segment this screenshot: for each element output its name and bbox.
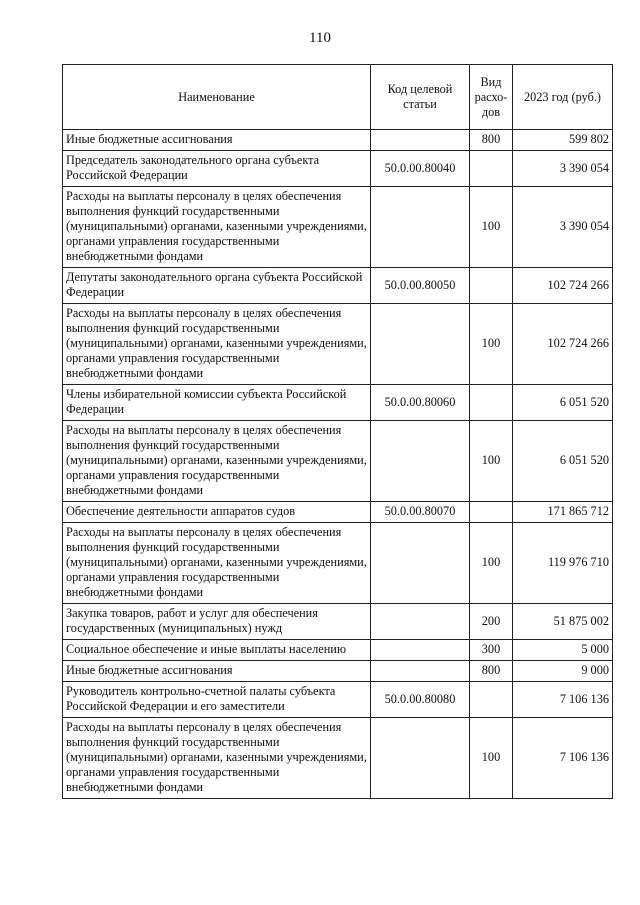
table-row	[63, 304, 613, 385]
row-amount: 3 390 054	[513, 151, 613, 187]
table-row	[63, 661, 613, 682]
table-header-row	[63, 65, 613, 130]
row-name: Социальное обеспечение и иные выплаты населению	[63, 640, 371, 661]
table-row	[63, 151, 613, 187]
row-type: 100	[470, 718, 513, 799]
row-code	[371, 661, 470, 682]
header-name: Наименование	[63, 65, 371, 130]
row-name: Председатель законодательного органа субъекта Российской Федерации	[63, 151, 371, 187]
row-type: 800	[470, 661, 513, 682]
row-code	[371, 304, 470, 385]
table-row	[63, 640, 613, 661]
row-amount: 7 106 136	[513, 718, 613, 799]
table-row	[63, 421, 613, 502]
row-type: 100	[470, 187, 513, 268]
row-type	[470, 502, 513, 523]
row-amount: 6 051 520	[513, 421, 613, 502]
row-name: Депутаты законодательного органа субъекта Российской Федерации	[63, 268, 371, 304]
row-amount: 171 865 712	[513, 502, 613, 523]
row-amount: 3 390 054	[513, 187, 613, 268]
row-type	[470, 385, 513, 421]
row-amount: 5 000	[513, 640, 613, 661]
row-code: 50.0.00.80070	[371, 502, 470, 523]
table-row	[63, 523, 613, 604]
table-row	[63, 718, 613, 799]
table-row	[63, 682, 613, 718]
table-row	[63, 604, 613, 640]
row-name: Члены избирательной комиссии субъекта Российской Федерации	[63, 385, 371, 421]
table-row	[63, 187, 613, 268]
row-code: 50.0.00.80080	[371, 682, 470, 718]
row-code	[371, 523, 470, 604]
row-name: Расходы на выплаты персоналу в целях обеспечения выполнения функций государственными (муниципальными) органами, казенными учреждениями, органами управления государственными внебюджетными фондами	[63, 187, 371, 268]
row-code	[371, 187, 470, 268]
table-row	[63, 502, 613, 523]
header-amount: 2023 год (руб.)	[513, 65, 613, 130]
table-row	[63, 130, 613, 151]
row-name: Расходы на выплаты персоналу в целях обеспечения выполнения функций государственными (муниципальными) органами, казенными учреждениями, органами управления государственными внебюджетными фондами	[63, 718, 371, 799]
row-name: Расходы на выплаты персоналу в целях обеспечения выполнения функций государственными (муниципальными) органами, казенными учреждениями, органами управления государственными внебюджетными фондами	[63, 421, 371, 502]
row-type	[470, 268, 513, 304]
row-type: 100	[470, 523, 513, 604]
header-type: Вид расхо-дов	[470, 65, 513, 130]
row-type	[470, 682, 513, 718]
row-type: 800	[470, 130, 513, 151]
row-code: 50.0.00.80040	[371, 151, 470, 187]
row-code	[371, 640, 470, 661]
header-code: Код целевой статьи	[371, 65, 470, 130]
row-code: 50.0.00.80060	[371, 385, 470, 421]
row-amount: 119 976 710	[513, 523, 613, 604]
row-amount: 51 875 002	[513, 604, 613, 640]
row-amount: 6 051 520	[513, 385, 613, 421]
row-type: 100	[470, 304, 513, 385]
row-type: 300	[470, 640, 513, 661]
row-amount: 102 724 266	[513, 268, 613, 304]
budget-table	[62, 64, 613, 799]
row-type	[470, 151, 513, 187]
row-name: Обеспечение деятельности аппаратов судов	[63, 502, 371, 523]
row-name: Расходы на выплаты персоналу в целях обеспечения выполнения функций государственными (муниципальными) органами, казенными учреждениями, органами управления государственными внебюджетными фондами	[63, 304, 371, 385]
row-type: 100	[470, 421, 513, 502]
row-name: Руководитель контрольно-счетной палаты субъекта Российской Федерации и его заместители	[63, 682, 371, 718]
row-code	[371, 421, 470, 502]
row-name: Закупка товаров, работ и услуг для обеспечения государственных (муниципальных) нужд	[63, 604, 371, 640]
row-code	[371, 130, 470, 151]
row-type: 200	[470, 604, 513, 640]
row-name: Расходы на выплаты персоналу в целях обеспечения выполнения функций государственными (муниципальными) органами, казенными учреждениями, органами управления государственными внебюджетными фондами	[63, 523, 371, 604]
row-name: Иные бюджетные ассигнования	[63, 130, 371, 151]
row-code	[371, 604, 470, 640]
row-amount: 599 802	[513, 130, 613, 151]
row-name: Иные бюджетные ассигнования	[63, 661, 371, 682]
table-row	[63, 385, 613, 421]
row-code	[371, 718, 470, 799]
row-amount: 102 724 266	[513, 304, 613, 385]
row-amount: 7 106 136	[513, 682, 613, 718]
row-amount: 9 000	[513, 661, 613, 682]
page-number: 110	[309, 30, 331, 46]
table-row	[63, 268, 613, 304]
row-code: 50.0.00.80050	[371, 268, 470, 304]
